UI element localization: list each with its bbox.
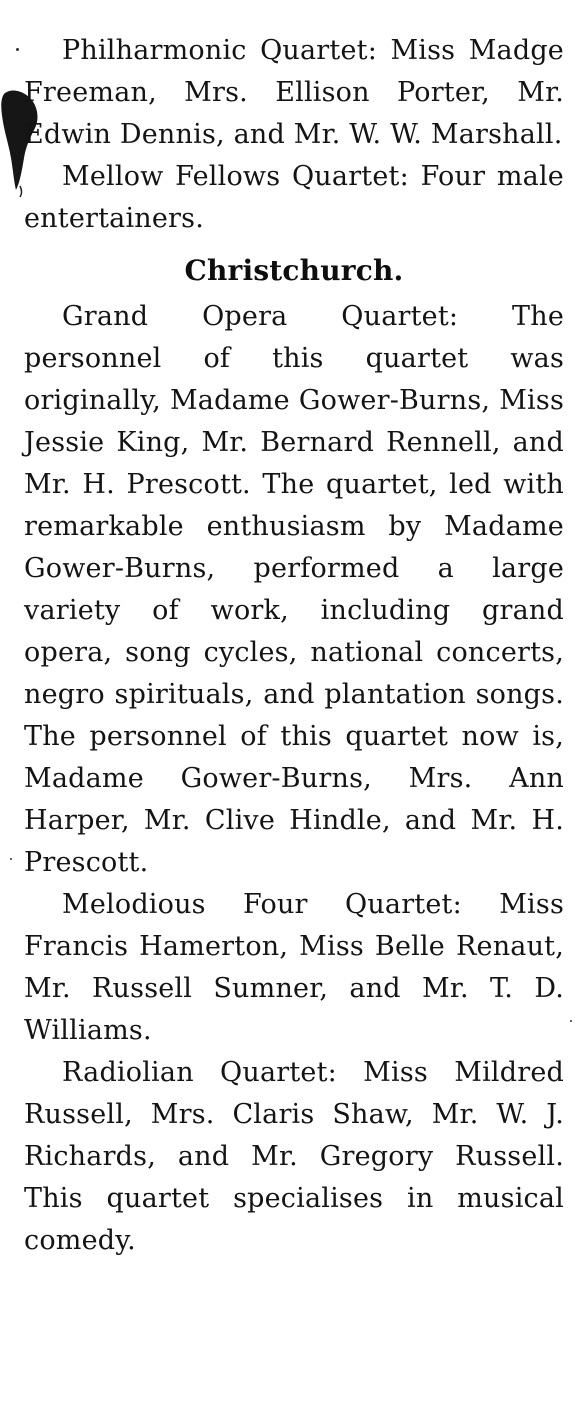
ink-speck	[570, 1020, 572, 1022]
ink-speck	[16, 48, 19, 51]
section-heading-christchurch: Christchurch.	[184, 254, 404, 287]
ink-speck	[10, 858, 12, 860]
article-column	[24, 30, 564, 1262]
paragraph-philharmonic-quartet: Philharmonic Quartet: Miss Madge Freeman, Mrs. Ellison Porter, Mr. Edwin Dennis, and Mr. W. W. Marshall.	[24, 35, 564, 150]
paragraph-mellow-fellows-quartet: Mellow Fellows Quartet: Four male entertainers.	[24, 161, 564, 234]
paragraph-melodious-four-quartet: Melodious Four Quartet: Miss Francis Hamerton, Miss Belle Renaut, Mr. Russell Sumner, and Mr. T. D. Williams.	[24, 889, 564, 1046]
paragraph-grand-opera-quartet: Grand Opera Quartet: The personnel of this quartet was originally, Madame Gower-Burns, Miss Jessie King, Mr. Bernard Rennell, and Mr. H. Prescott. The quartet, led with remarkable enthusiasm by Madame Gower-Burns, performed a large variety of work, including grand opera, song cycles, national concerts, negro spirituals, and plantation songs. The personnel of this quartet now is, Madame Gower-Burns, Mrs. Ann Harper, Mr. Clive Hindle, and Mr. H. Prescott.	[24, 301, 564, 878]
paragraph-radiolian-quartet: Radiolian Quartet: Miss Mildred Russell, Mrs. Claris Shaw, Mr. W. J. Richards, and Mr. Gregory Russell. This quartet specialises in musical comedy.	[24, 1057, 564, 1256]
